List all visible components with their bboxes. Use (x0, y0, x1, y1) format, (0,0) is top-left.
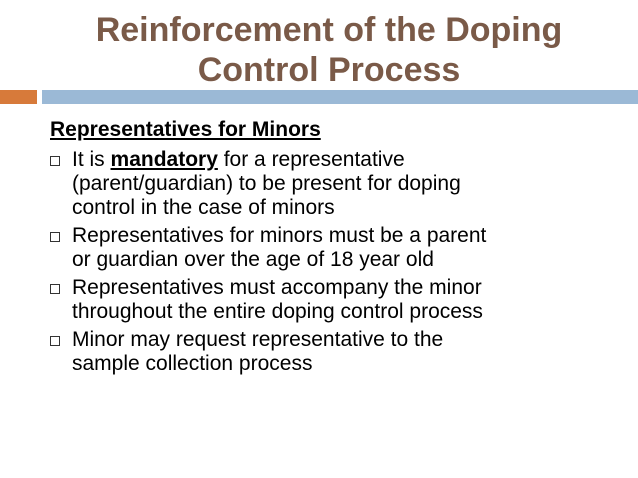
hollow-square-bullet-icon (50, 156, 60, 166)
bullet-item (50, 276, 625, 324)
bullet-line: Representatives for minors must be a parent (72, 224, 487, 247)
accent-bar (0, 90, 37, 104)
bullet-item (50, 224, 625, 272)
slide-body (50, 116, 625, 380)
bullet-item (50, 328, 625, 376)
bullet-line: (parent/guardian) to be present for doping (72, 172, 461, 195)
hollow-square-bullet-icon (50, 284, 60, 294)
bullet-line (72, 148, 625, 172)
bullet-line: Representatives must accompany the minor (72, 276, 482, 299)
bullet-line: Minor may request representative to the (72, 328, 444, 351)
hollow-square-bullet-icon (50, 336, 60, 346)
slide-title-line-2: Control Process (197, 51, 461, 89)
slide-title-line-1: Reinforcement of the Doping (95, 11, 563, 49)
emphasis-text: mandatory (110, 148, 218, 171)
bullet-item (50, 148, 625, 220)
hollow-square-bullet-icon (50, 232, 60, 242)
bullet-line: or guardian over the age of 18 year old (72, 248, 434, 271)
title-rule-bar (42, 90, 638, 104)
slide-title (40, 10, 618, 90)
bullet-text: It is (72, 148, 111, 171)
subheading: Representatives for Minors (50, 118, 321, 141)
bullet-line: sample collection process (72, 352, 313, 375)
bullet-line: control in the case of minors (72, 196, 335, 219)
bullet-text: for a representative (217, 148, 405, 171)
bullet-line: throughout the entire doping control process (72, 300, 483, 323)
